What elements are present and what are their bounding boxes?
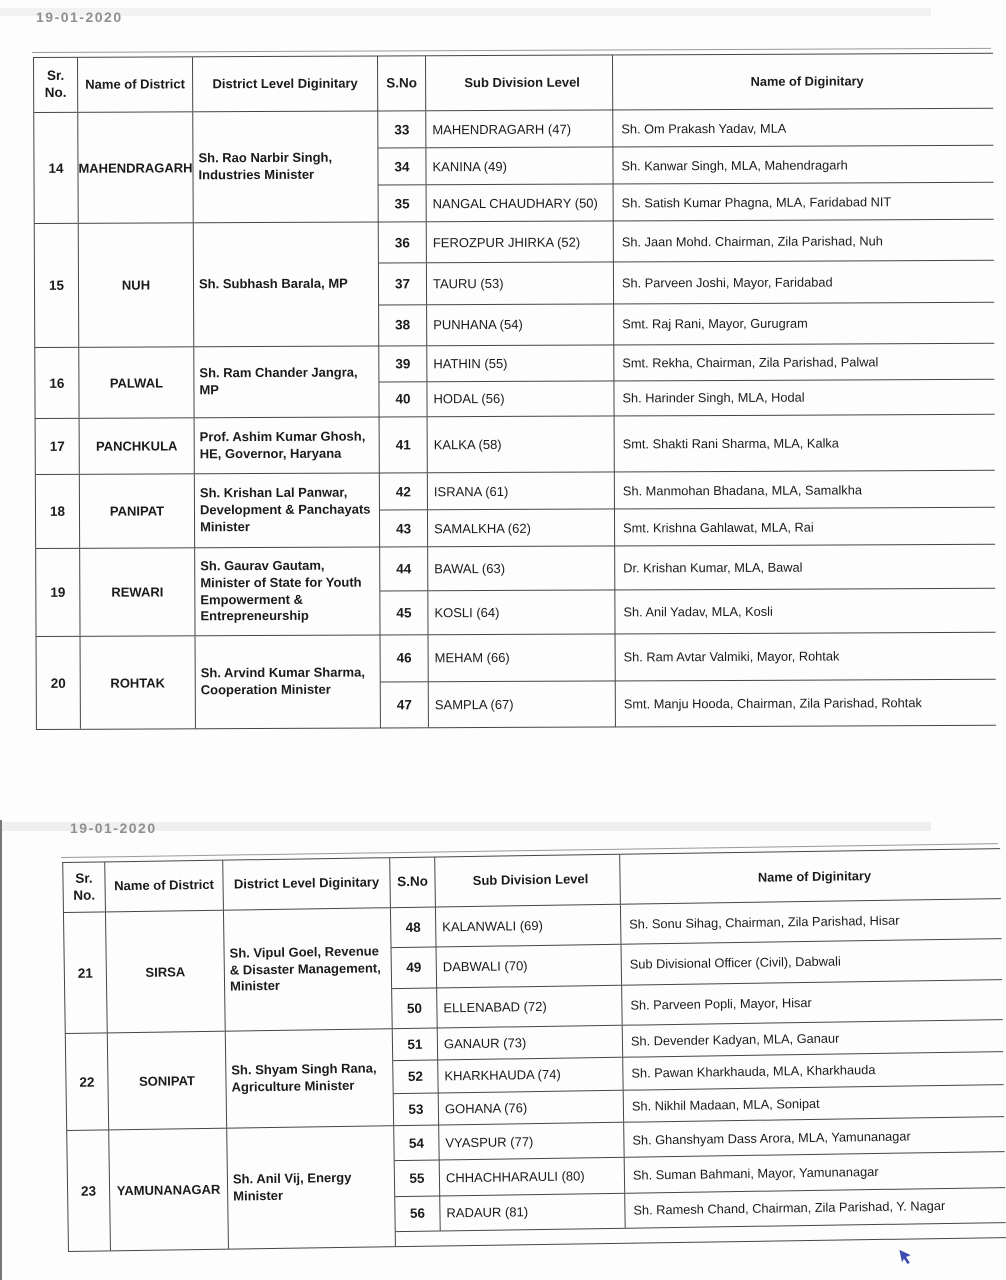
dignitary-name-cell: Sh. Manmohan Bhadana, MLA, Samalkha <box>622 481 862 498</box>
district-block-row <box>66 1020 1004 1131</box>
s-no-cell: 36 <box>379 222 427 263</box>
header-district-level-dignitary: District Level Diginitary <box>193 56 378 111</box>
page2-date-text: 19-01-2020 <box>70 820 157 836</box>
sub-division-cell: NANGAL CHAUDHARY (50) <box>427 184 614 221</box>
district-block-row <box>36 545 995 637</box>
district-block-row <box>67 1117 1006 1251</box>
district-block-row <box>37 633 996 729</box>
s-no-cell: 48 <box>391 908 437 948</box>
district-block-row <box>36 471 995 549</box>
sub-division-cell: HATHIN (55) <box>427 345 614 380</box>
district-name-cell: SIRSA <box>106 911 226 1033</box>
s-no-cell: 34 <box>378 148 426 184</box>
sub-division-cell: PUNHANA (54) <box>427 304 614 345</box>
sub-division-cell: HODAL (56) <box>427 381 614 416</box>
sub-division-cell: TAURU (53) <box>427 263 614 304</box>
district-name-cell: NUH <box>79 223 195 347</box>
district-name-cell: PANCHKULA <box>80 418 195 474</box>
sub-division-cell: ELLENABAD (72) <box>437 985 623 1027</box>
sub-division-row <box>380 589 995 635</box>
district-dignitary-cell: Sh. Subhash Barala, MP <box>194 222 380 346</box>
district-name-cell: MAHENDRAGARH <box>78 112 193 223</box>
sub-division-row <box>379 261 994 305</box>
sub-division-rows <box>394 1117 1006 1232</box>
sr-no-cell: 17 <box>36 419 80 474</box>
s-no-cell: 53 <box>394 1093 439 1125</box>
district-dignitary-cell: Sh. Krishan Lal Panwar, Development & Panchayats Minister <box>195 473 380 547</box>
district-dignitary-cell: Sh. Gaurav Gautam, Minister of State for Youth Empowerment & Entrepreneurship <box>195 547 380 635</box>
page1-date-text: 19-01-2020 <box>36 9 123 25</box>
dignitary-name-cell: Sh. Ram Avtar Valmiki, Mayor, Rohtak <box>623 648 840 665</box>
page2-date-stamp <box>70 820 200 839</box>
sub-division-cell: MEHAM (66) <box>429 634 616 680</box>
sub-division-rows <box>379 344 994 417</box>
s-no-cell: 55 <box>395 1161 441 1196</box>
sub-division-cell: CHHACHHARAULI (80) <box>440 1158 625 1195</box>
sub-division-rows <box>380 545 995 635</box>
sub-division-row <box>380 415 995 473</box>
sub-division-row <box>379 302 994 345</box>
s-no-cell: 44 <box>380 547 428 590</box>
dignitary-name-cell: Sh. Om Prakash Yadav, MLA <box>621 120 787 136</box>
sr-no-cell: 23 <box>67 1130 111 1251</box>
s-no-cell: 39 <box>379 346 427 381</box>
sub-division-row <box>379 344 994 382</box>
sub-division-cell: ISRANA (61) <box>428 472 615 509</box>
sub-division-rows <box>379 220 995 346</box>
district-dignitary-table-page2 <box>62 848 1006 1252</box>
sub-division-rows <box>378 109 993 222</box>
header-name-of-district: Name of District <box>105 861 224 912</box>
sub-division-cell: GANAUR (73) <box>438 1026 623 1060</box>
district-block-row <box>34 109 993 224</box>
dignitary-name-cell: Sh. Ghanshyam Dass Arora, MLA, Yamunanagar <box>632 1128 911 1148</box>
dignitary-name-cell: Sh. Parveen Joshi, Mayor, Faridabad <box>621 274 833 291</box>
sub-division-row <box>379 220 994 264</box>
sr-no-cell: 22 <box>66 1033 109 1130</box>
s-no-cell: 47 <box>381 682 429 728</box>
sub-division-cell: KHARKHAUDA (74) <box>438 1058 623 1092</box>
dignitary-name-cell: Sh. Harinder Singh, MLA, Hodal <box>622 389 805 406</box>
s-no-cell: 35 <box>379 185 427 221</box>
sub-division-rows <box>391 899 1003 1028</box>
s-no-cell: 49 <box>392 948 438 988</box>
district-block-row <box>64 899 1003 1034</box>
sub-division-cell: DABWALI (70) <box>437 945 623 987</box>
s-no-cell: 41 <box>380 417 428 472</box>
district-name-cell: REWARI <box>80 548 195 636</box>
district-dignitary-cell: Sh. Rao Narbir Singh, Industries Minister <box>193 111 378 222</box>
s-no-cell: 52 <box>393 1061 438 1093</box>
district-name-cell: YAMUNANAGAR <box>109 1129 229 1251</box>
dignitary-name-cell: Smt. Rekha, Chairman, Zila Parishad, Palwal <box>622 354 879 371</box>
sub-division-cell: VYASPUR (77) <box>439 1123 624 1160</box>
district-name-cell: SONIPAT <box>108 1032 227 1130</box>
district-block-row <box>35 220 995 348</box>
sub-division-row <box>378 146 993 186</box>
sr-no-cell: 18 <box>36 475 80 548</box>
dignitary-name-cell: Sh. Pawan Kharkhauda, MLA, Kharkhauda <box>631 1062 876 1082</box>
header-sr-no: Sr. No. <box>34 58 78 112</box>
dignitary-name-cell: Sh. Parveen Popli, Mayor, Hisar <box>630 994 812 1013</box>
header-s-no: S.No <box>378 56 426 110</box>
sub-division-cell: SAMPLA (67) <box>429 681 616 727</box>
district-name-cell: PANIPAT <box>80 474 195 548</box>
s-no-cell: 54 <box>394 1125 440 1160</box>
dignitary-name-cell: Smt. Shakti Rani Sharma, MLA, Kalka <box>622 435 839 452</box>
table-header-row <box>34 54 993 113</box>
sr-no-cell: 20 <box>37 637 81 729</box>
s-no-cell: 40 <box>379 382 427 417</box>
mouse-cursor-icon <box>894 1244 918 1270</box>
sub-division-cell: RADAUR (81) <box>440 1193 625 1230</box>
dignitary-name-cell: Smt. Krishna Gahlawat, MLA, Rai <box>623 519 814 535</box>
sub-division-cell: FEROZPUR JHIRKA (52) <box>427 221 614 262</box>
sub-division-cell: GOHANA (76) <box>439 1090 624 1124</box>
header-sub-division-level: Sub Division Level <box>426 55 613 110</box>
header-name-of-dignitary: Name of Diginitary <box>757 867 872 885</box>
dignitary-name-cell: Sh. Kanwar Singh, MLA, Mahendragarh <box>621 156 848 173</box>
page1-date-stamp <box>36 9 166 29</box>
header-sr-no: Sr. No. <box>63 862 106 912</box>
district-block-row <box>35 344 994 419</box>
table-body <box>64 899 1006 1251</box>
header-s-no: S.No <box>390 858 436 908</box>
sub-division-cell: KANINA (49) <box>426 147 613 184</box>
sub-division-rows <box>380 471 995 547</box>
sub-division-row <box>381 633 996 682</box>
s-no-cell: 51 <box>393 1028 438 1060</box>
dignitary-name-cell: Dr. Krishan Kumar, MLA, Bawal <box>623 559 803 576</box>
dignitary-name-cell: Sh. Ramesh Chand, Chairman, Zila Parishad, Y. Nagar <box>633 1198 946 1218</box>
dignitary-name-cell: Sh. Nikhil Madaan, MLA, Sonipat <box>631 1095 820 1114</box>
sub-division-row <box>380 545 995 592</box>
sub-division-rows <box>380 415 995 473</box>
s-no-cell: 38 <box>379 305 427 346</box>
dignitary-name-cell: Smt. Raj Rani, Mayor, Gurugram <box>622 315 808 332</box>
header-district-level-dignitary: District Level Diginitary <box>223 858 391 909</box>
sub-division-rows <box>393 1020 1004 1125</box>
s-no-cell: 50 <box>392 988 438 1028</box>
sub-division-row <box>379 183 994 222</box>
sr-no-cell: 16 <box>35 348 79 418</box>
table-body <box>34 109 996 729</box>
s-no-cell: 43 <box>380 510 428 546</box>
s-no-cell: 42 <box>380 473 428 509</box>
sr-no-cell: 14 <box>34 113 78 223</box>
s-no-cell: 37 <box>379 264 427 305</box>
s-no-cell: 46 <box>381 635 429 681</box>
sub-division-cell: SAMALKHA (62) <box>428 509 615 546</box>
scan-page-edge-line <box>0 820 2 1280</box>
s-no-cell: 56 <box>395 1196 441 1231</box>
s-no-cell: 33 <box>378 111 426 147</box>
sub-division-cell: KALANWALI (69) <box>436 905 622 947</box>
sub-division-cell: BAWAL (63) <box>428 546 615 590</box>
header-name-of-dignitary: Name of Diginitary <box>750 73 864 89</box>
district-block-row <box>36 415 995 475</box>
dignitary-name-cell: Sh. Suman Bahmani, Mayor, Yamunanagar <box>632 1163 879 1183</box>
sub-division-cell: KOSLI (64) <box>428 590 615 634</box>
header-sub-division-level: Sub Division Level <box>435 855 621 907</box>
sub-division-cell: MAHENDRAGARH (47) <box>426 110 613 147</box>
sub-division-cell: KALKA (58) <box>428 416 615 472</box>
dignitary-name-cell: Sh. Jaan Mohd. Chairman, Zila Parishad, Nuh <box>621 232 883 250</box>
district-dignitary-cell: Prof. Ashim Kumar Ghosh, HE, Governor, Haryana <box>195 417 380 473</box>
dignitary-name-cell: Sh. Satish Kumar Phagna, MLA, Faridabad NIT <box>621 193 892 210</box>
header-name-of-district: Name of District <box>78 57 193 112</box>
district-dignitary-cell: Sh. Anil Vij, Energy Minister <box>227 1126 396 1248</box>
district-dignitary-table-page1 <box>33 53 996 730</box>
dignitary-name-cell: Sh. Sonu Sihag, Chairman, Zila Parishad, Hisar <box>629 912 900 932</box>
dignitary-name-cell: Sh. Anil Yadav, MLA, Kosli <box>623 603 773 620</box>
sr-no-cell: 15 <box>35 224 80 347</box>
district-dignitary-cell: Sh. Ram Chander Jangra, MP <box>194 346 379 417</box>
sub-division-row <box>380 471 995 511</box>
sub-division-row <box>379 379 994 416</box>
district-name-cell: PALWAL <box>79 347 194 418</box>
dignitary-name-cell: Sub Divisional Officer (Civil), Dabwali <box>629 953 841 973</box>
sr-no-cell: 19 <box>36 549 80 636</box>
sub-division-row <box>381 679 996 727</box>
sub-division-row <box>378 109 993 149</box>
dignitary-name-cell: Smt. Manju Hooda, Chairman, Zila Parishad, Rohtak <box>623 694 922 712</box>
s-no-cell: 45 <box>380 591 428 634</box>
district-dignitary-cell: Sh. Shyam Singh Rana, Agriculture Minister <box>226 1029 394 1127</box>
district-dignitary-cell: Sh. Vipul Goel, Revenue & Disaster Management, Minister <box>224 908 393 1030</box>
sr-no-cell: 21 <box>64 912 108 1033</box>
district-dignitary-cell: Sh. Arvind Kumar Sharma, Cooperation Minister <box>196 635 381 728</box>
sub-division-rows <box>381 633 996 728</box>
district-name-cell: ROHTAK <box>81 636 196 729</box>
sub-division-row <box>380 508 995 547</box>
dignitary-name-cell: Sh. Devender Kadyan, MLA, Ganaur <box>630 1030 840 1049</box>
